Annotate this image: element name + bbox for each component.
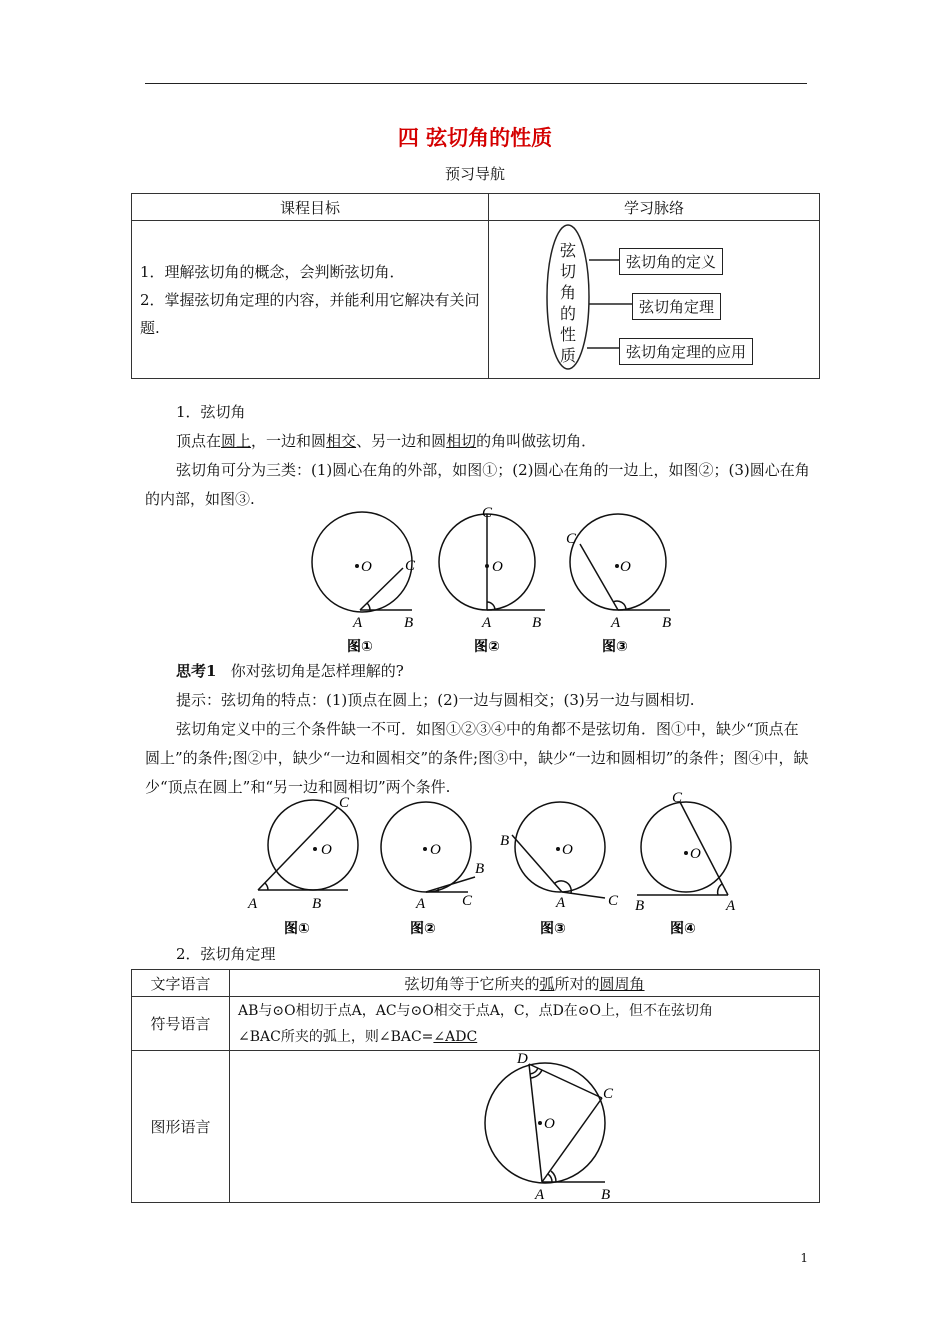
label-O: O bbox=[562, 842, 573, 858]
think-question: 思考1 你对弦切角是怎样理解的? bbox=[176, 662, 404, 680]
label-B: B bbox=[312, 896, 322, 912]
label-O: O bbox=[430, 842, 441, 858]
page-title: 四 弦切角的性质 bbox=[397, 125, 553, 150]
row-figure-content bbox=[230, 1051, 820, 1203]
label-A: A bbox=[482, 615, 492, 631]
row-text-content: 弦切角等于它所夹的弧所对的圆周角 bbox=[230, 970, 820, 997]
mindmap-item-theorem: 弦切角定理 bbox=[632, 293, 721, 320]
label-B: B bbox=[635, 898, 645, 914]
label-O: O bbox=[361, 559, 372, 575]
caption-fig1: 图① bbox=[284, 921, 310, 937]
label-C: C bbox=[608, 893, 619, 909]
label-B: B bbox=[532, 615, 542, 631]
mindmap-item-definition: 弦切角的定义 bbox=[619, 248, 723, 275]
classification-text: 弦切角可分为三类：(1)圆心在角的外部，如图①；(2)圆心在角的一边上，如图②；(3)圆心在角的内部，如图③. bbox=[145, 461, 810, 508]
caption-fig3: 图③ bbox=[602, 639, 628, 655]
goal-2: 2．掌握弦切角定理的内容，并能利用它解决有关问题. bbox=[140, 290, 480, 337]
section-2-heading: 2．弦切角定理 bbox=[176, 945, 276, 963]
theorem-figure bbox=[455, 1053, 655, 1203]
label-C: C bbox=[405, 558, 416, 574]
label-O: O bbox=[690, 846, 701, 862]
section-1-heading: 1．弦切角 bbox=[176, 403, 246, 421]
caption-fig3: 图③ bbox=[540, 921, 566, 937]
caption-fig2: 图② bbox=[474, 639, 500, 655]
row-text-label: 文字语言 bbox=[132, 970, 230, 997]
label-O: O bbox=[321, 842, 332, 858]
caption-fig1: 图① bbox=[347, 639, 373, 655]
label-A: A bbox=[248, 896, 258, 912]
section-2-heading-wrap bbox=[145, 940, 276, 969]
label-A: A bbox=[353, 615, 363, 631]
label-A: A bbox=[416, 896, 426, 912]
label-D: D bbox=[517, 1053, 528, 1067]
caption-fig4: 图④ bbox=[670, 921, 696, 937]
label-B: B bbox=[404, 615, 414, 631]
label-B: B bbox=[662, 615, 672, 631]
label-C: C bbox=[672, 790, 683, 806]
label-A: A bbox=[611, 615, 621, 631]
goal-1: 1．理解弦切角的概念，会判断弦切角． bbox=[140, 262, 405, 281]
row-symbol-content: AB与⊙O相切于点A，AC与⊙O相交于点A，C，点D在⊙O上，但不在弦切角 ∠BAC所夹的弧上，则∠BAC=∠ADC bbox=[230, 997, 820, 1051]
goals-cell bbox=[132, 221, 489, 379]
think-explain: 弦切角定义中的三个条件缺一不可．如图①②③④中的角都不是弦切角．图①中，缺少“顶点在圆上”的条件;图②中，缺少“一边和圆相交”的条件;图③中，缺少“一边和圆相切”的条件；图④中，缺少“顶点在圆上”和“另一边和圆相切”两个条件. bbox=[145, 720, 809, 796]
label-A: A bbox=[535, 1187, 545, 1203]
row-figure-label: 图形语言 bbox=[132, 1051, 230, 1203]
figure-set-1 bbox=[300, 500, 690, 660]
label-O: O bbox=[620, 559, 631, 575]
think-hint: 提示：弦切角的特点：(1)顶点在圆上；(2)一边与圆相交；(3)另一边与圆相切. bbox=[176, 691, 695, 709]
caption-fig2: 图② bbox=[410, 921, 436, 937]
label-C: C bbox=[603, 1086, 614, 1102]
outline-cell bbox=[489, 221, 820, 379]
think-section bbox=[145, 657, 810, 802]
label-C: C bbox=[339, 795, 350, 811]
label-B: B bbox=[500, 833, 510, 849]
label-B: B bbox=[475, 861, 485, 877]
top-rule bbox=[145, 83, 807, 84]
figure-set-2 bbox=[240, 785, 750, 945]
row-symbol-label: 符号语言 bbox=[132, 997, 230, 1051]
label-O: O bbox=[544, 1116, 555, 1132]
label-A: A bbox=[726, 898, 736, 914]
definition-text: 顶点在圆上，一边和圆相交、另一边和圆相切的角叫做弦切角． bbox=[176, 432, 597, 450]
header-goals: 课程目标 bbox=[132, 194, 489, 221]
theorem-table bbox=[131, 969, 820, 1203]
mindmap-root: 弦 切 角 的 性 质 bbox=[559, 241, 576, 365]
label-C: C bbox=[566, 531, 577, 547]
page-subtitle: 预习导航 bbox=[444, 165, 505, 183]
page-number: 1 bbox=[800, 1251, 808, 1265]
label-C: C bbox=[482, 505, 493, 521]
label-C: C bbox=[462, 893, 473, 909]
mindmap-item-application: 弦切角定理的应用 bbox=[619, 338, 753, 365]
label-O: O bbox=[492, 559, 503, 575]
header-outline: 学习脉络 bbox=[489, 194, 820, 221]
overview-table bbox=[131, 193, 820, 379]
label-A: A bbox=[556, 895, 566, 911]
label-B: B bbox=[601, 1187, 611, 1203]
section-1 bbox=[145, 398, 810, 514]
